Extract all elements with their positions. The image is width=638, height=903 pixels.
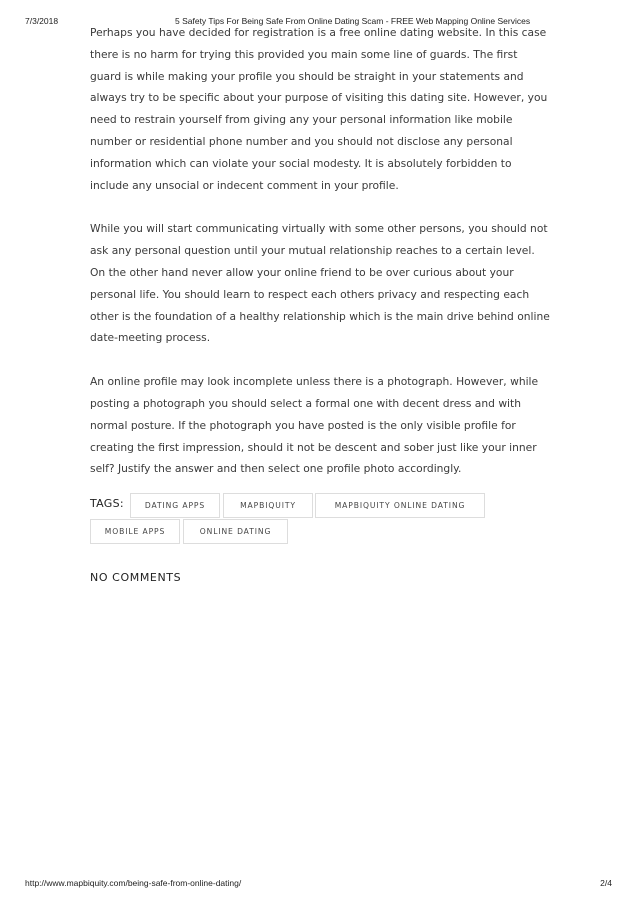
comments-heading: NO COMMENTS — [90, 571, 182, 584]
tag-dating-apps[interactable]: DATING APPS — [130, 493, 220, 518]
tag-mapbiquity-online-dating[interactable]: MAPBIQUITY ONLINE DATING — [315, 493, 485, 518]
print-page-title: 5 Safety Tips For Being Safe From Online Dating Scam - FREE Web Mapping Online Services — [175, 16, 531, 26]
print-date: 7/3/2018 — [25, 16, 59, 26]
article-paragraph-3: An online profile may look incomplete unless there is a photograph. However, while posting a photograph you should select a formal one with decent dress and with normal posture. If the photograph you have posted is the only visible profile for creating the first impression, should it not be descent and sober just like your inner self? Justify the answer and then select one profile photo accordingly. — [90, 375, 539, 476]
article-paragraph-1: Perhaps you have decided for registration is a free online dating website. In this case there is no harm for trying this provided you main some line of guards. The first guard is while making your profile you should be straight in your statements and always try to be specific about your purpose of visiting this dating site. However, you need to restrain yourself from giving any your personal information like mobile number or residential phone number and you should not disclose any personal information which can violate your social modesty. It is absolutely forbidden to include any unsocial or indecent comment in your profile. — [90, 26, 548, 192]
tag-mapbiquity[interactable]: MAPBIQUITY — [223, 493, 313, 518]
tag-mobile-apps[interactable]: MOBILE APPS — [90, 519, 180, 544]
article-paragraph-2: While you will start communicating virtually with some other persons, you should not ask any personal question until your mutual relationship reaches to a certain level. On the other hand never allow your online friend to be over curious about your personal life. You should learn to respect each others privacy and respecting each other is the foundation of a healthy relationship which is the main drive behind online date-meeting process. — [90, 222, 550, 345]
article-body — [90, 22, 550, 502]
tag-online-dating[interactable]: ONLINE DATING — [183, 519, 288, 544]
print-page-number: 2/4 — [600, 878, 612, 888]
print-footer — [0, 878, 638, 892]
print-url: http://www.mapbiquity.com/being-safe-from-online-dating/ — [25, 878, 242, 888]
tags-label: TAGS: — [90, 497, 124, 510]
